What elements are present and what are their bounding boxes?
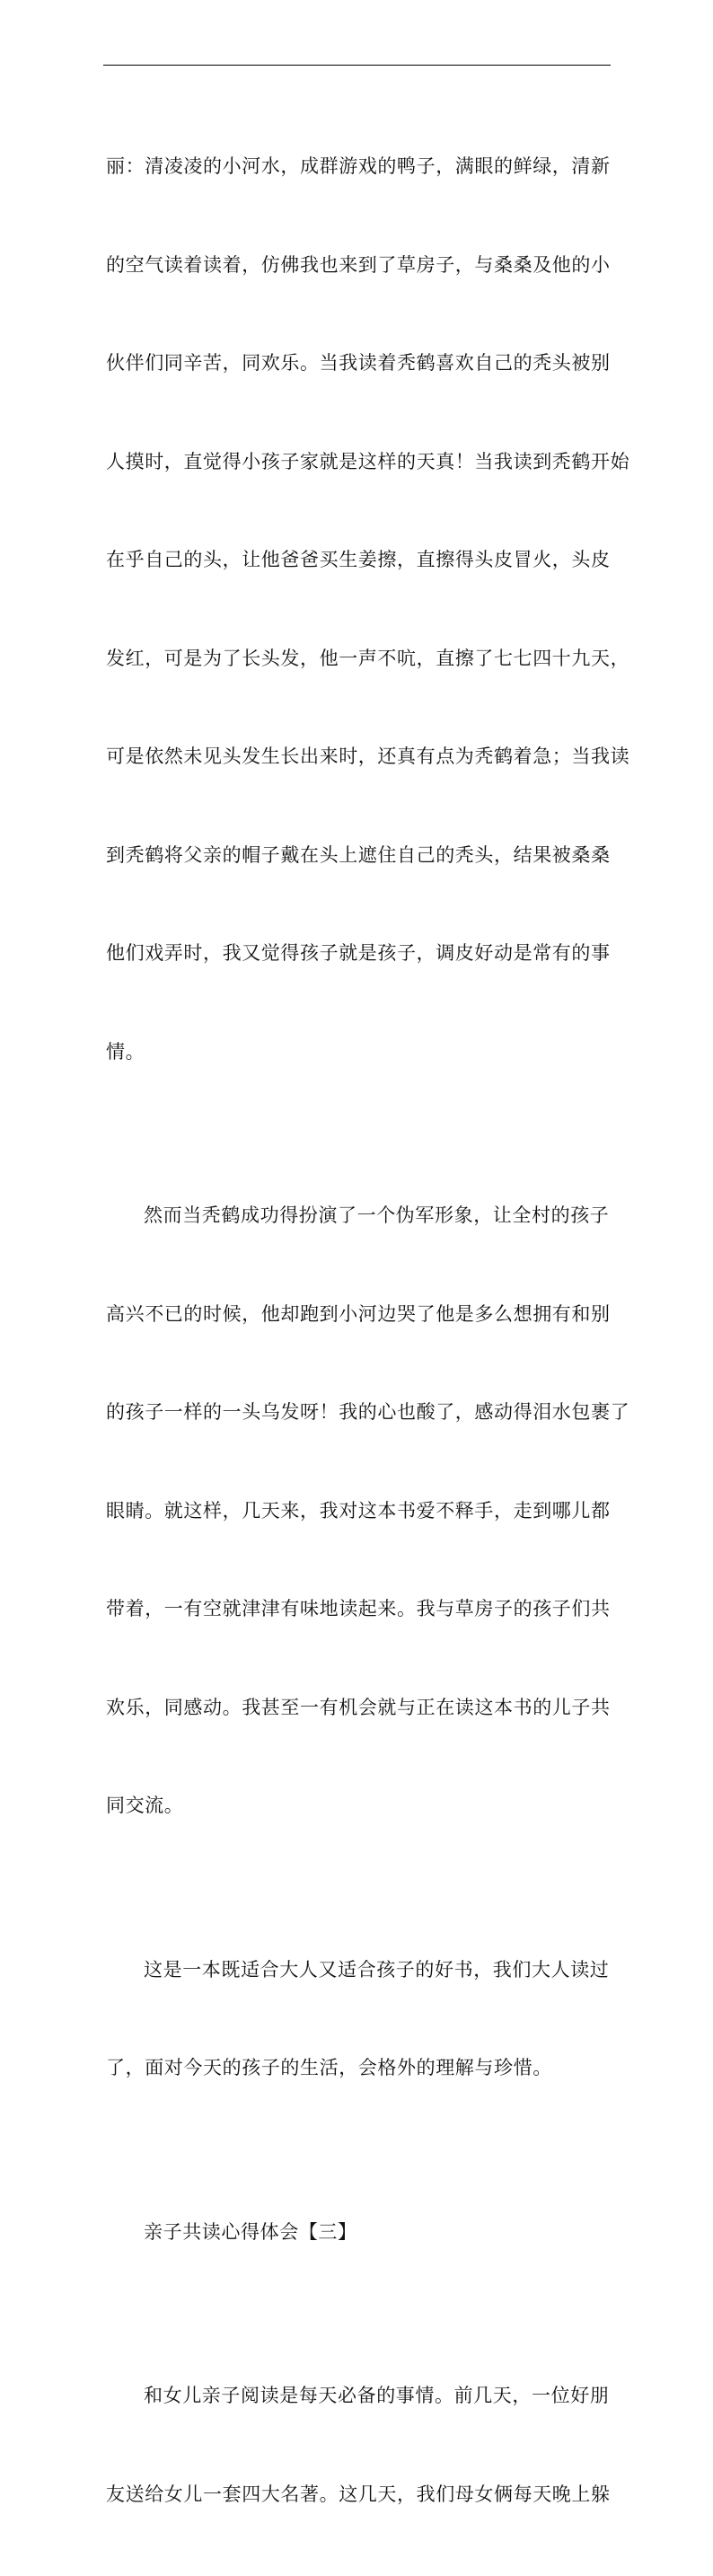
text-line: 和女儿亲子阅读是每天必备的事情。前几天，一位好朋 [144,2385,610,2406]
text-line: 这是一本既适合大人又适合孩子的好书，我们大人读过 [144,1958,610,1981]
text-line: 人摸时，直觉得小孩子家就是这样的天真！当我读到秃鹤开始 [106,450,630,472]
text-line: 情。 [106,1040,145,1063]
text-line: 发红，可是为了长头发，他一声不吭，直擦了七七四十九天， [106,647,630,669]
text-line: 欢乐，同感动。我甚至一有机会就与正在读这本书的儿子共 [106,1696,611,1718]
text-line: 丽：清凌凌的小河水，成群游戏的鸭子，满眼的鲜绿，清新 [106,155,611,177]
text-line: 的孩子一样的一头乌发呀！我的心也酸了，感动得泪水包裹了 [106,1401,630,1423]
text-line: 然而当秃鹤成功得扮演了一个伪军形象，让全村的孩子 [144,1204,610,1226]
section-heading [106,2150,609,2315]
text-line: 了，面对今天的孩子的生活，会格外的理解与珍惜。 [106,2057,552,2078]
paragraph-2 [106,1134,630,1888]
text-line: 带着，一有空就津津有味地读起来。我与草房子的孩子们共 [106,1598,611,1619]
heading-line: 亲子共读心得体会【三】 [144,2220,357,2243]
text-line: 同交流。 [106,1795,184,1816]
text-line: 眼睛。就这样，几天来，我对这本书爱不释手，走到哪儿都 [106,1499,611,1522]
document-body [106,84,630,2576]
paragraph-5 [106,2314,609,2576]
header-rule [103,65,611,66]
text-line: 可是依然未见头发生长出来时，还真有点为秃鹤着急；当我读 [106,745,630,767]
text-line: 友送给女儿一套四大名著。这几天，我们母女俩每天晚上躲 [106,2483,611,2505]
text-line: 他们戏弄时，我又觉得孩子就是孩子，调皮好动是常有的事 [106,942,611,964]
text-line: 高兴不已的时候，他却跑到小河边哭了他是多么想拥有和别 [106,1302,611,1325]
text-line: 的空气读着读着，仿佛我也来到了草房子，与桑桑及他的小 [106,253,611,276]
paragraph-1 [106,84,630,1134]
text-line: 在乎自己的头，让他爸爸买生姜擦，直擦得头皮冒火，头皮 [106,549,611,570]
text-line: 伙伴们同辛苦，同欢乐。当我读着秃鹤喜欢自己的秃头被别 [106,352,611,374]
text-line: 到秃鹤将父亲的帽子戴在头上遮住自己的秃头，结果被桑桑 [106,843,611,866]
paragraph-3 [106,1888,609,2150]
